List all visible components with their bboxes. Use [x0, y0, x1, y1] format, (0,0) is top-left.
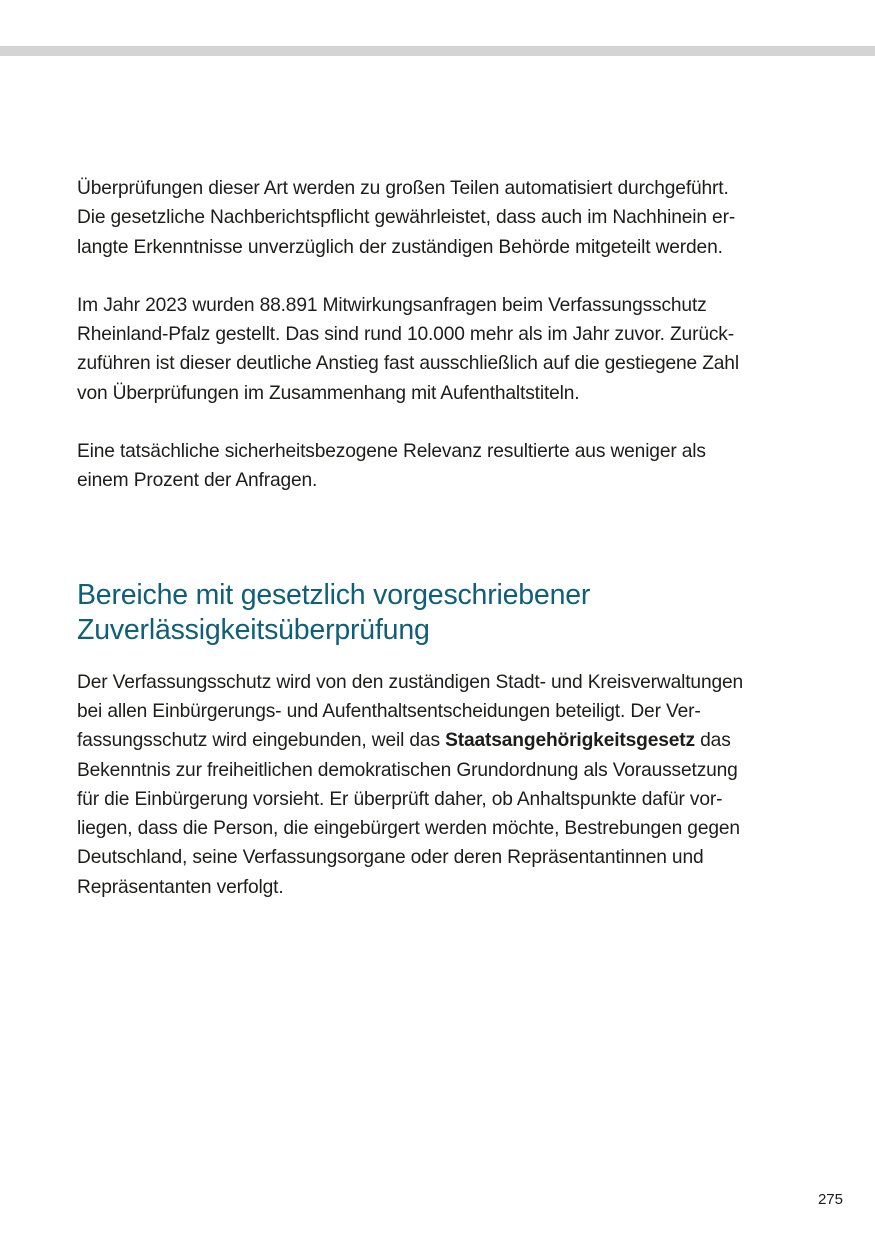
text-line: einem Prozent der Anfragen. [77, 470, 318, 492]
paragraph-naturalization [77, 668, 802, 902]
text-line: zuführen ist dieser deutliche Anstieg fast ausschließlich auf die gestiegene Zahl [77, 353, 739, 375]
text-line: langte Erkenntnisse unverzüglich der zuständigen Behörde mitgeteilt werden. [77, 236, 723, 258]
section-heading [77, 578, 802, 648]
text-line: Repräsentanten verfolgt. [77, 876, 284, 898]
page-body [77, 174, 802, 902]
text-line: Rheinland-Pfalz gestellt. Das sind rund 10.000 mehr als im Jahr zuvor. Zurück- [77, 324, 734, 346]
text-line: für die Einbürgerung vorsieht. Er überprüft daher, ob Anhaltspunkte dafür vor- [77, 788, 723, 810]
text-line: Deutschland, seine Verfassungsorgane oder deren Repräsentantinnen und [77, 847, 704, 869]
text-line: Überprüfungen dieser Art werden zu großen Teilen automatisiert durchgeführt. [77, 178, 729, 199]
header-rule [0, 46, 875, 56]
heading-line: Bereiche mit gesetzlich vorgeschriebener [77, 578, 591, 611]
text-line: Die gesetzliche Nachberichtspflicht gewährleistet, dass auch im Nachhinein er- [77, 207, 736, 229]
text-line: bei allen Einbürgerungs- und Aufenthaltsentscheidungen beteiligt. Der Ver- [77, 700, 701, 722]
page-number: 275 [817, 1191, 843, 1208]
text-line: Eine tatsächliche sicherheitsbezogene Relevanz resultierte aus weniger als [77, 441, 706, 463]
text-line: Der Verfassungsschutz wird von den zuständigen Stadt- und Kreisverwaltungen [77, 671, 744, 693]
heading-line: Zuverlässigkeitsüberprüfung [77, 613, 430, 646]
text-line: Im Jahr 2023 wurden 88.891 Mitwirkungsanfragen beim Verfassungsschutz [77, 294, 707, 316]
text-line: von Überprüfungen im Zusammenhang mit Aufenthaltstiteln. [77, 382, 580, 404]
paragraph-automation [77, 174, 802, 262]
text-run: das [694, 730, 731, 752]
text-line: liegen, dass die Person, die eingebürgert werden möchte, Bestrebungen gegen [77, 818, 740, 840]
law-name-bold: Staatsangehörigkeitsgesetz [445, 730, 695, 752]
text-line: Bekenntnis zur freiheitlichen demokratischen Grundordnung als Voraussetzung [77, 759, 738, 781]
paragraph-relevance [77, 437, 802, 496]
text-line [77, 726, 802, 755]
paragraph-requests-2023 [77, 291, 802, 408]
text-run: fassungsschutz wird eingebunden, weil das [77, 730, 446, 752]
